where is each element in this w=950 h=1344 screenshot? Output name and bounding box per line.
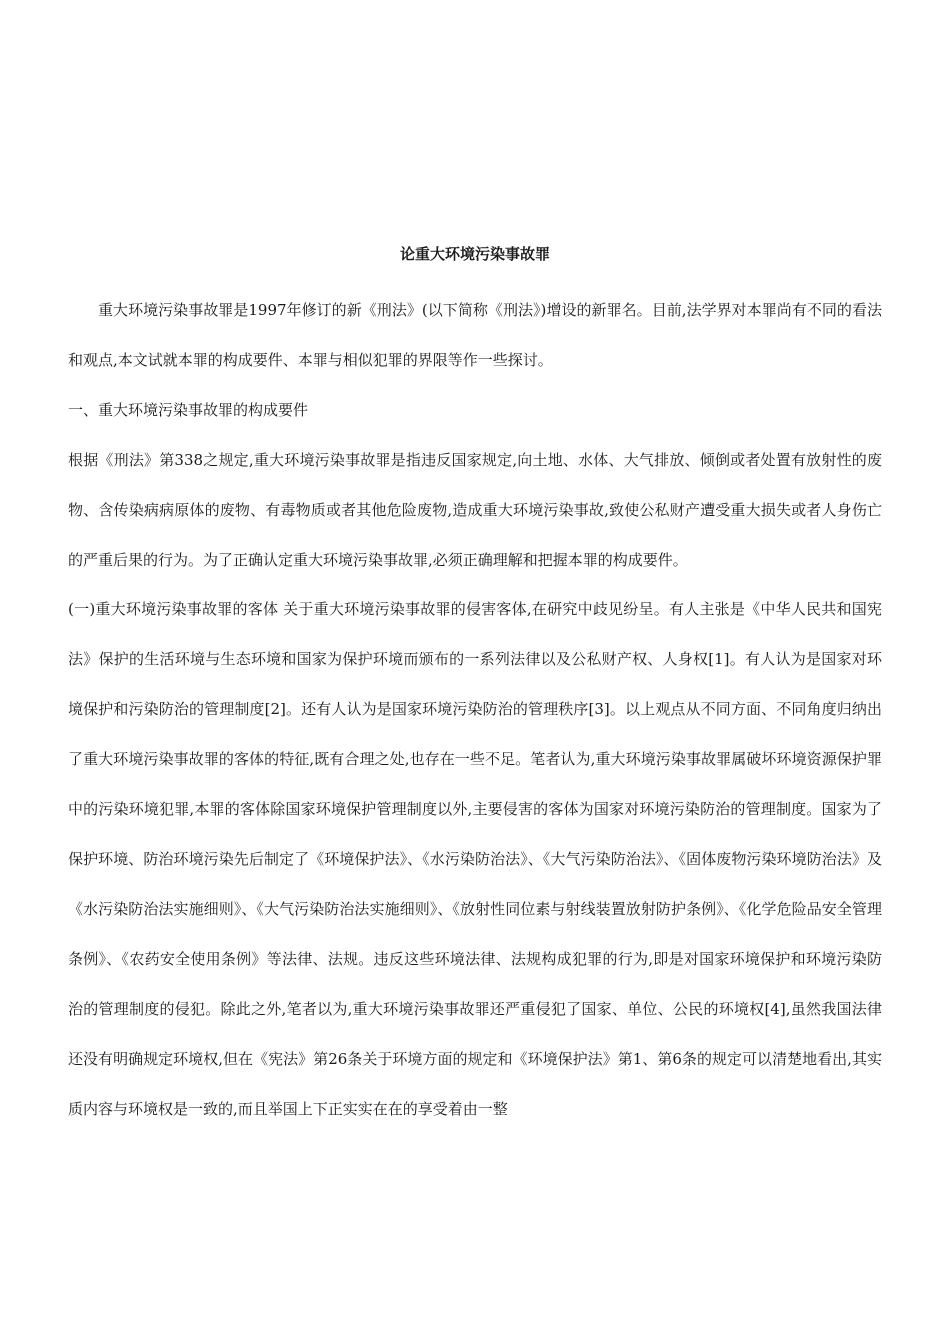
object-paragraph: (一)重大环境污染事故罪的客体 关于重大环境污染事故罪的侵害客体,在研究中歧见纷呈。有人主张是《中华人民共和国宪法》保护的生活环境与生态环境和国家为保护环境而颁布的一系列法律以及公私财产权、人身权[1]。有人认为是国家对环境保护和污染防治的管理制度[2]。还有人认为是国家环境污染防治的管理秩序[3]。以上观点从不同方面、不同角度归纳出了重大环境污染事故罪的客体的特征,既有合理之处,也存在一些不足。笔者认为,重大环境污染事故罪属破坏环境资源保护罪中的污染环境犯罪,本罪的客体除国家环境保护管理制度以外,主要侵害的客体为国家对环境污染防治的管理制度。国家为了保护环境、防治环境污染先后制定了《环境保护法》、《水污染防治法》、《大气污染防治法》、《固体废物污染环境防治法》及《水污染防治法实施细则》、《大气污染防治法实施细则》、《放射性同位素与射线装置放射防护条例》、《化学危险品安全管理条例》、《农药安全使用条例》等法律、法规。违反这些环境法律、法规构成犯罪的行为,即是对国家环境保护和环境污染防治的管理制度的侵犯。除此之外,笔者以为,重大环境污染事故罪还严重侵犯了国家、单位、公民的环境权[4],虽然我国法律还没有明确规定环境权,但在《宪法》第26条关于环境方面的规定和《环境保护法》第1、第6条的规定可以清楚地看出,其实质内容与环境权是一致的,而且举国上下正实实在在的享受着由一整 [68, 600, 882, 1118]
definition-paragraph: 根据《刑法》第338之规定,重大环境污染事故罪是指违反国家规定,向土地、水体、大气排放、倾倒或者处置有放射性的废物、含传染病病原体的废物、有毒物质或者其他危险废物,造成重大环境污染事故,致使公私财产遭受重大损失或者人身伤亡的严重后果的行为。为了正确认定重大环境污染事故罪,必须正确理解和把握本罪的构成要件。 [68, 450, 882, 569]
section-heading: 一、重大环境污染事故罪的构成要件 [68, 400, 309, 419]
document-body [68, 286, 882, 1134]
document-title: 论重大环境污染事故罪 [399, 245, 550, 263]
intro-paragraph: 重大环境污染事故罪是1997年修订的新《刑法》(以下简称《刑法》)增设的新罪名。目前,法学界对本罪尚有不同的看法和观点,本文试就本罪的构成要件、本罪与相似犯罪的界限等作一些探讨。 [68, 301, 882, 369]
document-page [68, 0, 882, 1344]
